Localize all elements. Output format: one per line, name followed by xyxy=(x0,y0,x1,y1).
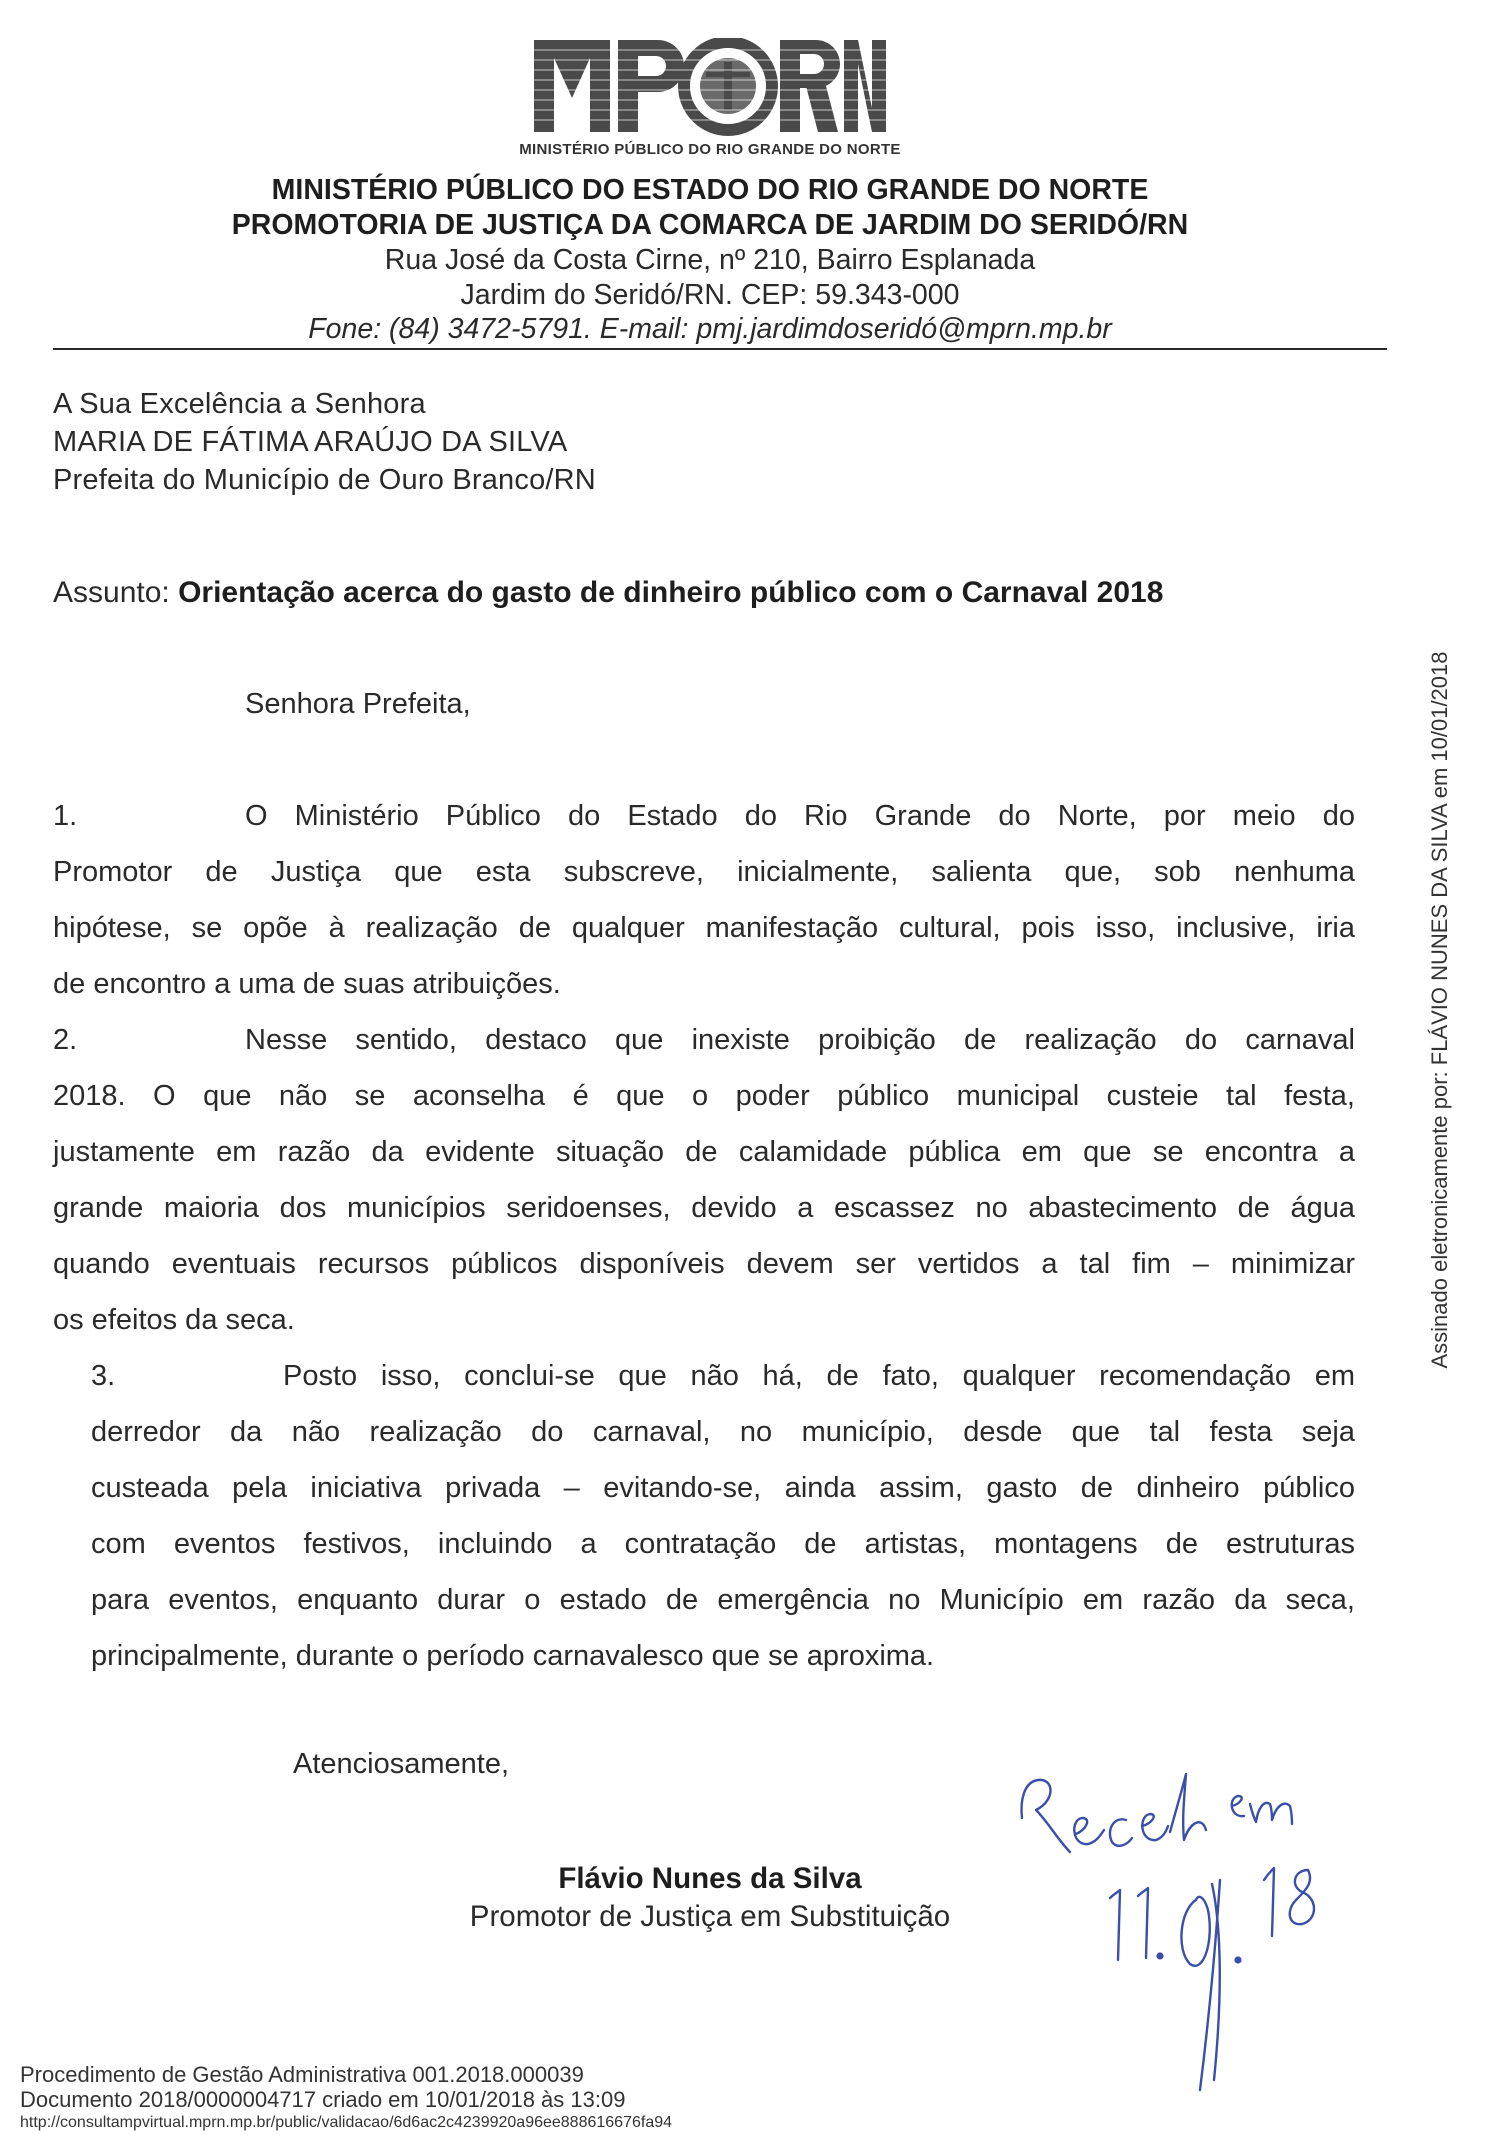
paragraph-line: principalmente, durante o período carnavalesco que se aproxima. xyxy=(91,1640,935,1672)
paragraph-line: custeada pela iniciativa privada – evitando-se, ainda assim, gasto de dinheiro público xyxy=(91,1472,1355,1504)
paragraph-line: quando eventuais recursos públicos disponíveis devem ser vertidos a tal fim – minimizar xyxy=(53,1248,1355,1280)
subject-line xyxy=(53,576,1163,610)
paragraph-line: hipótese, se opõe à realização de qualquer manifestação cultural, pois isso, inclusive, iria xyxy=(53,912,1355,944)
paragraph-line: com eventos festivos, incluindo a contratação de artistas, montagens de estruturas xyxy=(91,1528,1355,1560)
paragraph-3 xyxy=(91,1348,1355,1684)
header-contact: Fone: (84) 3472-5791. E-mail: pmj.jardimdoseridó@mprn.mp.br xyxy=(308,313,1112,345)
signature-name: Flávio Nunes da Silva xyxy=(558,1862,862,1895)
header-city: Jardim do Seridó/RN. CEP: 59.343-000 xyxy=(460,279,960,311)
footer-validation-url[interactable]: http://consultampvirtual.mprn.mp.br/public/validacao/6d6ac2c4239920a96ee888616676fa94 xyxy=(20,2114,673,2131)
paragraph-line: 3. Posto isso, conclui-se que não há, de fato, qualquer recomendação em xyxy=(91,1348,1355,1404)
footer-procedure: Procedimento de Gestão Administrativa 001.2018.000039 xyxy=(20,2062,584,2087)
paragraph-line: derredor da não realização do carnaval, no município, desde que tal festa seja xyxy=(91,1416,1355,1448)
paragraph-line: para eventos, enquanto durar o estado de emergência no Município em razão da seca, xyxy=(91,1584,1355,1616)
paragraph-line: grande maioria dos municípios seridoenses, devido a escassez no abastecimento de água xyxy=(53,1192,1355,1224)
addressee-title: Prefeita do Município de Ouro Branco/RN xyxy=(53,464,596,496)
paragraph-number: 3. xyxy=(91,1360,116,1392)
paragraph-line: os efeitos da seca. xyxy=(53,1304,295,1336)
paragraph-1 xyxy=(53,788,1355,1012)
footer-document: Documento 2018/0000004717 criado em 10/01/2018 às 13:09 xyxy=(20,2087,626,2112)
addressee-name: MARIA DE FÁTIMA ARAÚJO DA SILVA xyxy=(53,426,568,458)
addressee-salutation: A Sua Excelência a Senhora xyxy=(53,388,426,420)
header-institution: MINISTÉRIO PÚBLICO DO ESTADO DO RIO GRANDE DO NORTE xyxy=(271,174,1149,206)
paragraph-line: justamente em razão da evidente situação de calamidade pública em que se encontra a xyxy=(53,1136,1355,1168)
mprn-logo-mark xyxy=(534,38,886,138)
paragraph-line: Promotor de Justiça que esta subscreve, inicialmente, salienta que, sob nenhuma xyxy=(53,856,1355,888)
paragraph-line: 1. O Ministério Público do Estado do Rio Grande do Norte, por meio do xyxy=(53,788,1355,844)
paragraph-number: 2. xyxy=(53,1024,78,1056)
mprn-logo xyxy=(470,38,950,168)
paragraph-line: de encontro a uma de suas atribuições. xyxy=(53,968,561,1000)
paragraph-2 xyxy=(53,1012,1355,1348)
paragraph-line: 2018. O que não se aconselha é que o poder público municipal custeie tal festa, xyxy=(53,1080,1355,1112)
header-office: PROMOTORIA DE JUSTIÇA DA COMARCA DE JARDIM DO SERIDÓ/RN xyxy=(231,209,1189,241)
closing: Atenciosamente, xyxy=(293,1748,510,1780)
subject-text: Orientação acerca do gasto de dinheiro público com o Carnaval 2018 xyxy=(178,576,1164,609)
header-street: Rua José da Costa Cirne, nº 210, Bairro Esplanada xyxy=(384,244,1036,276)
greeting: Senhora Prefeita, xyxy=(245,688,471,720)
subject-label: Assunto: xyxy=(53,576,170,609)
header-divider xyxy=(53,348,1387,350)
handwritten-receipt-note xyxy=(1000,1760,1440,2130)
electronic-signature-stamp: Assinado eletronicamente por: FLÁVIO NUNES DA SILVA em 10/01/2018 xyxy=(1427,651,1452,1369)
paragraph-number: 1. xyxy=(53,800,78,832)
signature-role: Promotor de Justiça em Substituição xyxy=(469,1900,951,1933)
logo-subtitle: MINISTÉRIO PÚBLICO DO RIO GRANDE DO NORTE xyxy=(519,141,901,158)
paragraph-line: 2. Nesse sentido, destaco que inexiste proibição de realização do carnaval xyxy=(53,1012,1355,1068)
